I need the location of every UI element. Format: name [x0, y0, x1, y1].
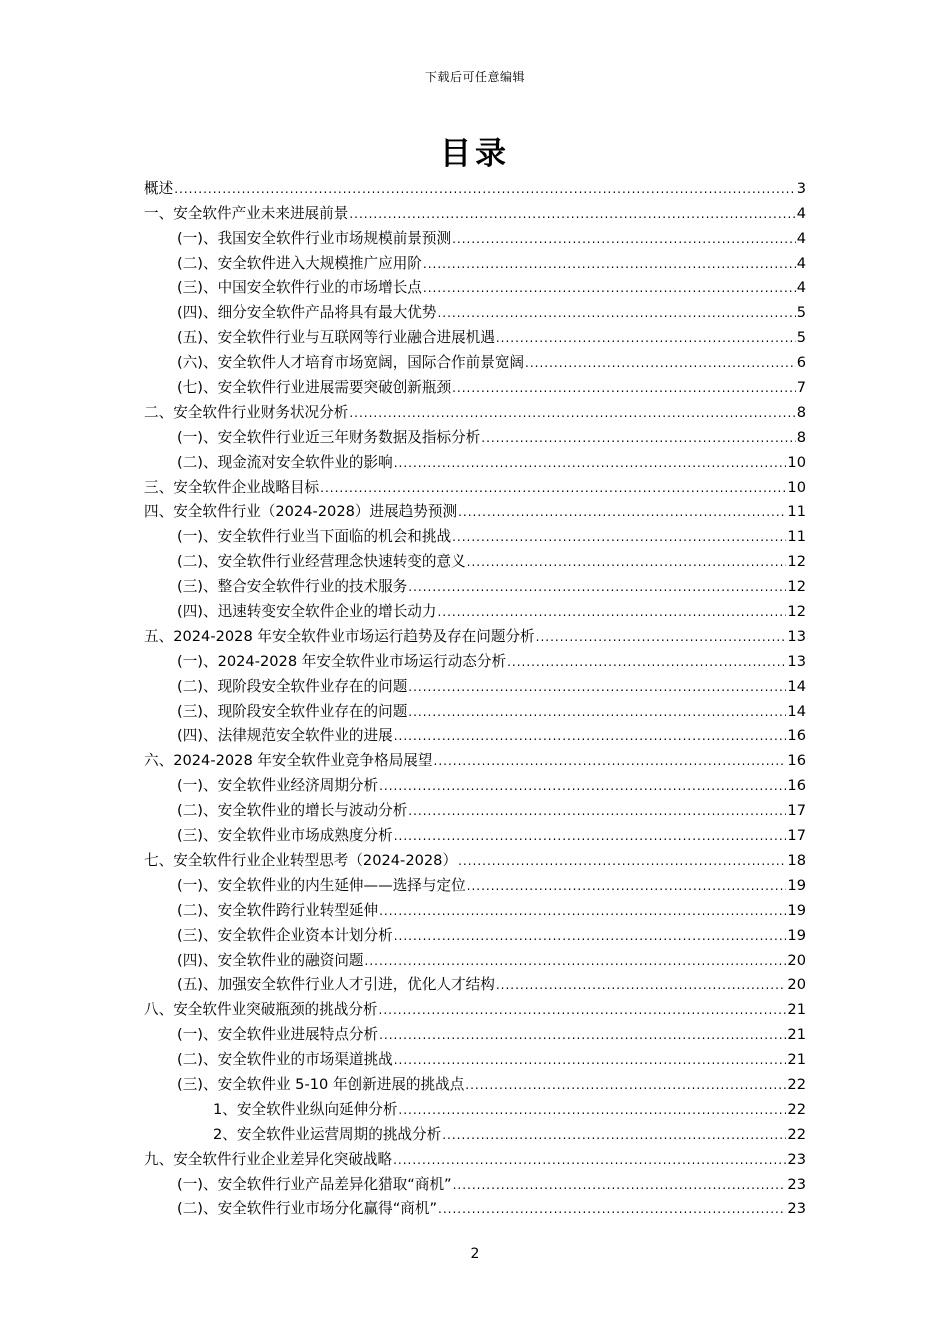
toc-entry-page: 16	[787, 777, 806, 795]
toc-leader-dots	[394, 824, 787, 848]
toc-entry-page: 23	[787, 1175, 806, 1193]
toc-entry[interactable]	[144, 624, 806, 649]
toc-entry-page: 14	[787, 702, 806, 720]
toc-leader-dots	[437, 600, 786, 624]
toc-entry-page: 3	[796, 179, 806, 197]
table-of-contents	[144, 176, 806, 1221]
toc-entry[interactable]	[144, 823, 806, 848]
toc-entry[interactable]	[144, 350, 806, 375]
toc-leader-dots	[349, 401, 795, 425]
toc-leader-dots	[507, 650, 786, 674]
toc-leader-dots	[496, 326, 796, 350]
toc-entry[interactable]	[144, 1022, 806, 1047]
toc-leader-dots	[365, 949, 787, 973]
toc-entry-text: 六、2024-2028 年安全软件业竞争格局展望	[144, 752, 433, 770]
toc-entry[interactable]	[144, 1047, 806, 1072]
toc-entry-text: 五、2024-2028 年安全软件业市场运行趋势及存在问题分析	[144, 627, 535, 645]
toc-entry-page: 13	[787, 627, 806, 645]
toc-entry-page: 20	[787, 976, 806, 994]
toc-entry-page: 18	[787, 851, 806, 869]
toc-leader-dots	[394, 724, 787, 748]
toc-leader-dots	[452, 525, 786, 549]
toc-leader-dots	[394, 924, 787, 948]
toc-entry-text: (二)、安全软件业的增长与波动分析	[177, 802, 408, 820]
toc-entry[interactable]	[144, 375, 806, 400]
toc-entry[interactable]	[144, 798, 806, 823]
toc-entry-text: (二)、安全软件业的市场渠道挑战	[177, 1051, 393, 1069]
toc-entry[interactable]	[144, 1097, 806, 1122]
toc-entry[interactable]	[144, 699, 806, 724]
toc-entry-page: 4	[796, 204, 806, 222]
toc-entry[interactable]	[144, 923, 806, 948]
toc-leader-dots	[458, 500, 786, 524]
toc-entry-text: (七)、安全软件行业进展需要突破创新瓶颈	[177, 379, 452, 397]
toc-entry-text: (二)、安全软件行业市场分化赢得“商机”	[177, 1200, 438, 1218]
toc-entry[interactable]	[144, 425, 806, 450]
toc-entry-text: (五)、安全软件行业与互联网等行业融合进展机遇	[177, 329, 495, 347]
toc-entry-page: 19	[787, 901, 806, 919]
toc-entry-text: (一)、我国安全软件行业市场规模前景预测	[177, 229, 452, 247]
toc-entry-page: 16	[787, 727, 806, 745]
toc-entry[interactable]	[144, 674, 806, 699]
toc-entry-text: 概述	[144, 179, 174, 197]
toc-entry[interactable]	[144, 1147, 806, 1172]
toc-entry-text: (一)、安全软件行业近三年财务数据及指标分析	[177, 428, 481, 446]
toc-entry[interactable]	[144, 251, 806, 276]
toc-entry-page: 21	[787, 1051, 806, 1069]
toc-leader-dots	[423, 276, 796, 300]
toc-entry[interactable]	[144, 973, 806, 998]
toc-entry[interactable]	[144, 997, 806, 1022]
toc-entry[interactable]	[144, 848, 806, 873]
toc-leader-dots	[467, 550, 787, 574]
toc-entry-page: 8	[796, 428, 806, 446]
toc-entry-text: (二)、安全软件跨行业转型延伸	[177, 901, 379, 919]
toc-leader-dots	[536, 625, 787, 649]
toc-entry-text: (二)、安全软件进入大规模推广应用阶	[177, 254, 422, 272]
toc-entry-text: 九、安全软件行业企业差异化突破战略	[144, 1150, 393, 1168]
toc-entry-page: 22	[787, 1075, 806, 1093]
toc-entry-page: 20	[787, 951, 806, 969]
toc-title: 目录	[440, 136, 510, 172]
toc-entry[interactable]	[144, 1072, 806, 1097]
toc-entry-text: (三)、安全软件业 5-10 年创新进展的挑战点	[177, 1075, 465, 1093]
toc-entry-page: 7	[796, 379, 806, 397]
toc-entry-page: 22	[787, 1100, 806, 1118]
toc-entry[interactable]	[144, 176, 806, 201]
toc-entry[interactable]	[144, 599, 806, 624]
toc-entry-text: (四)、细分安全软件产品将具有最大优势	[177, 304, 437, 322]
toc-entry-page: 19	[787, 876, 806, 894]
toc-leader-dots	[379, 774, 786, 798]
toc-entry[interactable]	[144, 574, 806, 599]
toc-entry-text: (三)、现阶段安全软件业存在的问题	[177, 702, 408, 720]
toc-entry-text: 1、安全软件业纵向延伸分析	[213, 1100, 398, 1118]
toc-leader-dots	[379, 1023, 786, 1047]
toc-entry-page: 5	[796, 304, 806, 322]
toc-entry-text: (三)、整合安全软件行业的技术服务	[177, 578, 408, 596]
toc-leader-dots	[174, 177, 796, 201]
toc-leader-dots	[438, 1197, 786, 1221]
toc-entry-page: 16	[787, 752, 806, 770]
toc-leader-dots	[434, 749, 787, 773]
toc-leader-dots	[408, 700, 786, 724]
toc-entry[interactable]	[144, 524, 806, 549]
toc-entry[interactable]	[144, 898, 806, 923]
toc-entry-text: (二)、安全软件行业经营理念快速转变的意义	[177, 553, 466, 571]
toc-entry-page: 23	[787, 1150, 806, 1168]
toc-entry-page: 23	[787, 1200, 806, 1218]
toc-entry-page: 21	[787, 1026, 806, 1044]
page-number: 2	[470, 1246, 480, 1262]
toc-entry[interactable]	[144, 873, 806, 898]
toc-leader-dots	[349, 202, 795, 226]
toc-entry-text: 四、安全软件行业（2024-2028）进展趋势预测	[144, 503, 458, 521]
toc-entry-page: 19	[787, 926, 806, 944]
toc-entry[interactable]	[144, 500, 806, 525]
toc-entry-text: (四)、迅速转变安全软件企业的增长动力	[177, 603, 437, 621]
toc-entry-text: 八、安全软件业突破瓶颈的挑战分析	[144, 1001, 378, 1019]
toc-entry-page: 11	[787, 503, 806, 521]
toc-entry[interactable]	[144, 276, 806, 301]
toc-entry-text: (一)、安全软件行业产品差异化猎取“商机”	[177, 1175, 452, 1193]
toc-entry-page: 5	[796, 329, 806, 347]
toc-entry[interactable]	[144, 1172, 806, 1197]
toc-leader-dots	[379, 998, 787, 1022]
toc-entry[interactable]	[144, 948, 806, 973]
toc-leader-dots	[496, 973, 787, 997]
toc-leader-dots	[394, 451, 787, 475]
toc-entry-text: 一、安全软件产业未来进展前景	[144, 204, 349, 222]
toc-entry-page: 21	[787, 1001, 806, 1019]
toc-entry-text: (一)、安全软件行业当下面临的机会和挑战	[177, 528, 452, 546]
toc-entry-text: (六)、安全软件人才培育市场宽阔，国际合作前景宽阔	[177, 354, 525, 372]
toc-leader-dots	[423, 252, 796, 276]
toc-leader-dots	[452, 227, 796, 251]
toc-entry-text: (三)、安全软件业市场成熟度分析	[177, 827, 393, 845]
toc-leader-dots	[442, 1123, 786, 1147]
toc-entry-text: 二、安全软件行业财务状况分析	[144, 403, 349, 421]
toc-leader-dots	[394, 1048, 787, 1072]
toc-entry[interactable]	[144, 649, 806, 674]
toc-entry-text: (四)、法律规范安全软件业的进展	[177, 727, 393, 745]
page-header: 下载后可任意编辑	[424, 70, 525, 84]
toc-entry[interactable]	[144, 450, 806, 475]
toc-entry-page: 14	[787, 677, 806, 695]
toc-entry-page: 13	[787, 652, 806, 670]
toc-entry[interactable]	[144, 1122, 806, 1147]
toc-entry-text: (二)、现阶段安全软件业存在的问题	[177, 677, 408, 695]
toc-leader-dots	[465, 1073, 786, 1097]
toc-entry-page: 17	[787, 827, 806, 845]
toc-entry-page: 11	[787, 528, 806, 546]
toc-leader-dots	[452, 376, 796, 400]
toc-entry-page: 17	[787, 802, 806, 820]
toc-entry-text: (一)、安全软件业的内生延伸——选择与定位	[177, 876, 466, 894]
toc-entry-page: 10	[787, 453, 806, 471]
toc-entry-text: 2、安全软件业运营周期的挑战分析	[213, 1125, 442, 1143]
toc-entry[interactable]	[144, 549, 806, 574]
toc-leader-dots	[320, 476, 786, 500]
toc-entry-text: (一)、2024-2028 年安全软件业市场运行动态分析	[177, 652, 507, 670]
toc-entry-text: (三)、中国安全软件行业的市场增长点	[177, 279, 422, 297]
toc-entry[interactable]	[144, 748, 806, 773]
toc-leader-dots	[453, 1173, 787, 1197]
toc-entry-text: (五)、加强安全软件行业人才引进，优化人才结构	[177, 976, 495, 994]
toc-entry[interactable]	[144, 325, 806, 350]
toc-entry-text: 三、安全软件企业战略目标	[144, 478, 320, 496]
toc-entry-page: 6	[796, 354, 806, 372]
toc-entry-page: 4	[796, 254, 806, 272]
toc-leader-dots	[408, 799, 786, 823]
toc-leader-dots	[437, 301, 795, 325]
toc-entry-text: (三)、安全软件企业资本计划分析	[177, 926, 393, 944]
toc-entry[interactable]	[144, 773, 806, 798]
toc-entry-page: 8	[796, 403, 806, 421]
toc-leader-dots	[467, 874, 787, 898]
toc-entry[interactable]	[144, 724, 806, 749]
toc-entry-page: 12	[787, 603, 806, 621]
toc-leader-dots	[458, 849, 786, 873]
toc-leader-dots	[393, 1148, 786, 1172]
toc-leader-dots	[481, 426, 795, 450]
toc-entry-page: 10	[787, 478, 806, 496]
toc-entry[interactable]	[144, 475, 806, 500]
toc-entry-text: (一)、安全软件业经济周期分析	[177, 777, 379, 795]
toc-leader-dots	[408, 575, 786, 599]
toc-leader-dots	[398, 1098, 786, 1122]
toc-leader-dots	[379, 899, 786, 923]
toc-entry[interactable]	[144, 226, 806, 251]
toc-entry[interactable]	[144, 300, 806, 325]
toc-entry-page: 4	[796, 279, 806, 297]
toc-leader-dots	[408, 675, 786, 699]
toc-entry[interactable]	[144, 400, 806, 425]
toc-entry-text: 七、安全软件行业企业转型思考（2024-2028）	[144, 851, 458, 869]
toc-entry-text: (二)、现金流对安全软件业的影响	[177, 453, 393, 471]
toc-entry-text: (一)、安全软件业进展特点分析	[177, 1026, 379, 1044]
toc-leader-dots	[525, 351, 796, 375]
toc-entry-page: 12	[787, 578, 806, 596]
toc-entry[interactable]	[144, 201, 806, 226]
toc-entry-page: 22	[787, 1125, 806, 1143]
toc-entry-page: 4	[796, 229, 806, 247]
toc-entry-text: (四)、安全软件业的融资问题	[177, 951, 364, 969]
toc-entry-page: 12	[787, 553, 806, 571]
toc-entry[interactable]	[144, 1197, 806, 1222]
